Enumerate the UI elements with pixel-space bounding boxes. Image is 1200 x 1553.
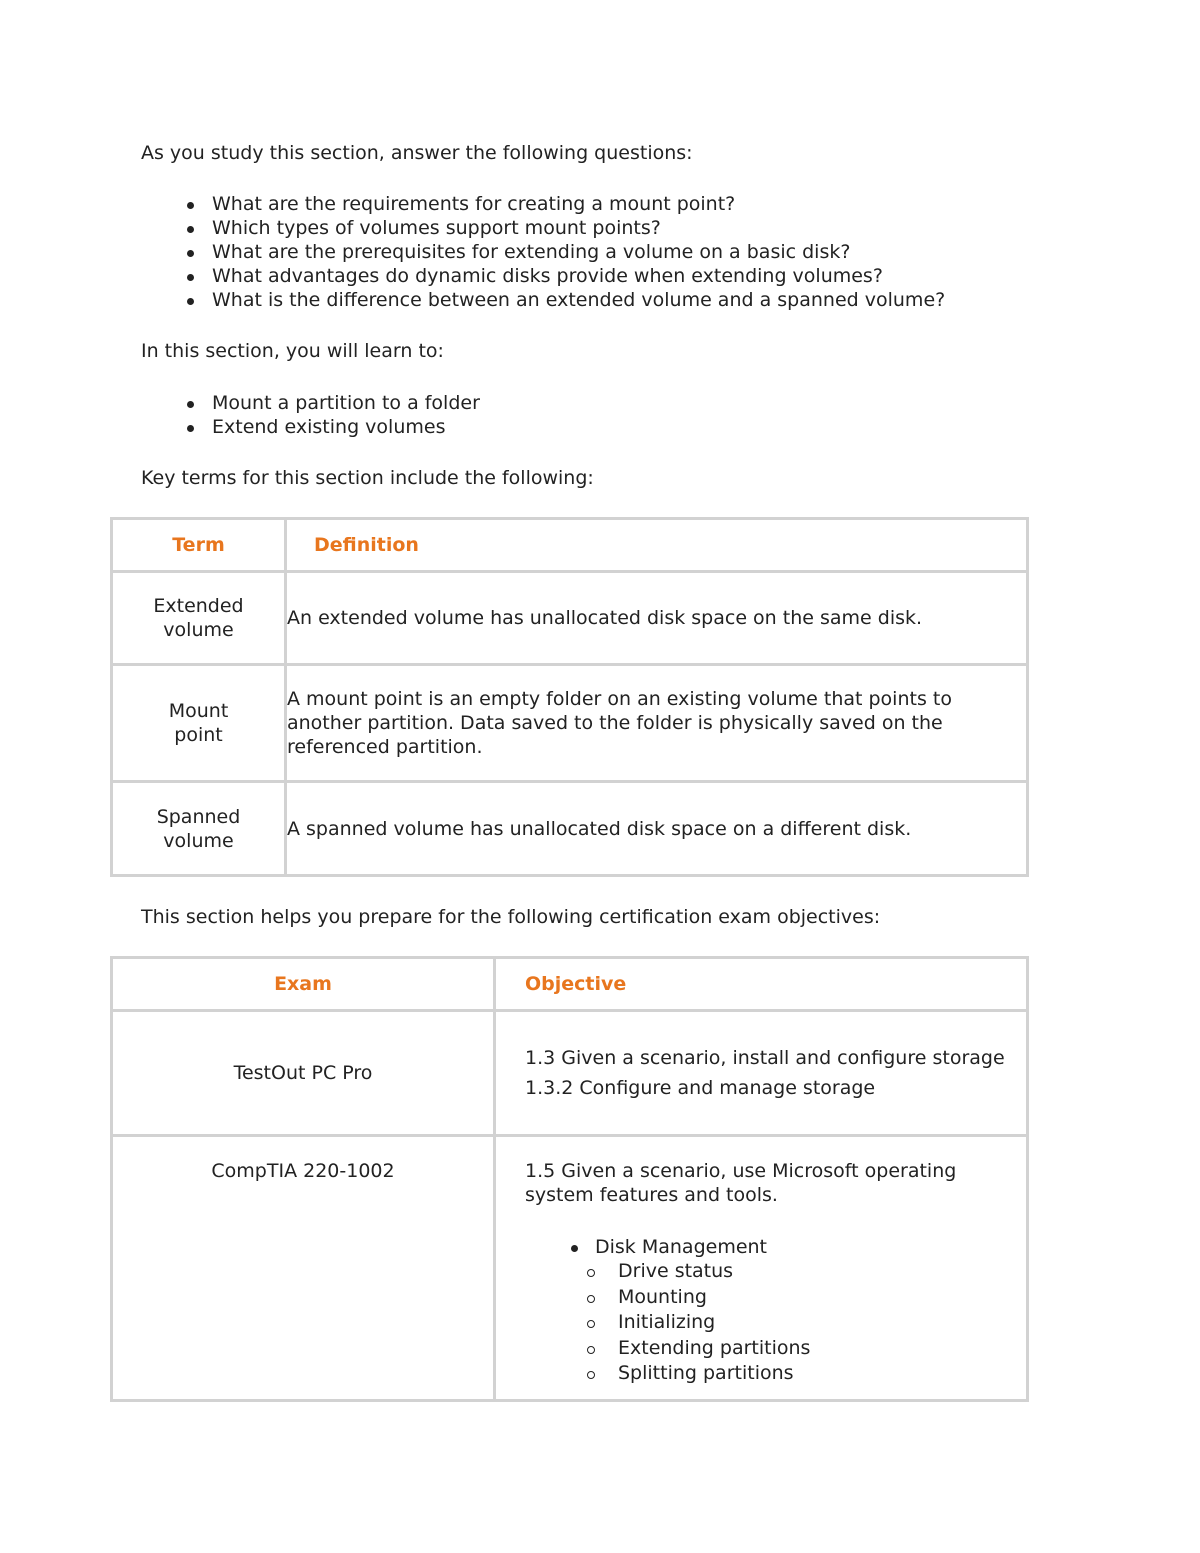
list-item: Drive status: [525, 1259, 1026, 1285]
list-item: Extending partitions: [525, 1336, 1026, 1362]
term-cell: Spanned volume: [112, 782, 286, 876]
term-cell: Mount point: [112, 665, 286, 782]
term-cell: Extended volume: [112, 572, 286, 665]
list-item: [525, 1235, 1026, 1387]
definition-cell: An extended volume has unallocated disk space on the same disk.: [286, 572, 1028, 665]
table-row: [112, 1136, 1028, 1401]
objective-bullet-list: [525, 1235, 1026, 1387]
definition-cell: A spanned volume has unallocated disk space on a different disk.: [286, 782, 1028, 876]
bullet-label: Disk Management: [595, 1236, 768, 1258]
objective-header: Objective: [495, 958, 1028, 1011]
exam-cell: CompTIA 220-1002: [112, 1136, 495, 1401]
learn-prompt: In this section, you will learn to:: [141, 340, 444, 362]
list-item: What are the requirements for creating a mount point?: [141, 192, 945, 216]
list-item: What are the prerequisites for extending a volume on a basic disk?: [141, 240, 945, 264]
list-item: Splitting partitions: [525, 1361, 1026, 1387]
objective-sub-list: [595, 1259, 1026, 1387]
exam-cell: TestOut PC Pro: [112, 1011, 495, 1136]
objective-cell: [495, 1011, 1028, 1136]
exam-objectives-table: [110, 956, 1029, 1402]
definition-header: Definition: [286, 519, 1028, 572]
learn-list: [141, 391, 480, 439]
table-row: [112, 782, 1028, 876]
objectives-prompt: This section helps you prepare for the following certification exam objectives:: [141, 906, 881, 928]
objective-main: 1.5 Given a scenario, use Microsoft operating system features and tools.: [525, 1160, 957, 1206]
list-item: Which types of volumes support mount points?: [141, 216, 945, 240]
table-header-row: [112, 958, 1028, 1011]
key-terms-table: [110, 517, 1029, 877]
objective-cell: [495, 1136, 1028, 1401]
table-row: [112, 1011, 1028, 1136]
table-row: [112, 665, 1028, 782]
study-prompt: As you study this section, answer the following questions:: [141, 142, 693, 164]
list-item: What advantages do dynamic disks provide when extending volumes?: [141, 264, 945, 288]
objective-main: 1.3 Given a scenario, install and configure storage: [525, 1047, 1005, 1069]
list-item: Extend existing volumes: [141, 415, 480, 439]
key-terms-prompt: Key terms for this section include the following:: [141, 467, 594, 489]
definition-cell: A mount point is an empty folder on an existing volume that points to another partition. Data saved to the folder is physically saved on the referenced partition.: [286, 665, 1028, 782]
table-header-row: [112, 519, 1028, 572]
questions-list: [141, 192, 945, 312]
list-item: What is the difference between an extended volume and a spanned volume?: [141, 288, 945, 312]
list-item: Mounting: [525, 1285, 1026, 1311]
table-row: [112, 572, 1028, 665]
objective-sub: 1.3.2 Configure and manage storage: [525, 1077, 876, 1099]
list-item: Initializing: [525, 1310, 1026, 1336]
term-header: Term: [112, 519, 286, 572]
list-item: Mount a partition to a folder: [141, 391, 480, 415]
exam-header: Exam: [112, 958, 495, 1011]
